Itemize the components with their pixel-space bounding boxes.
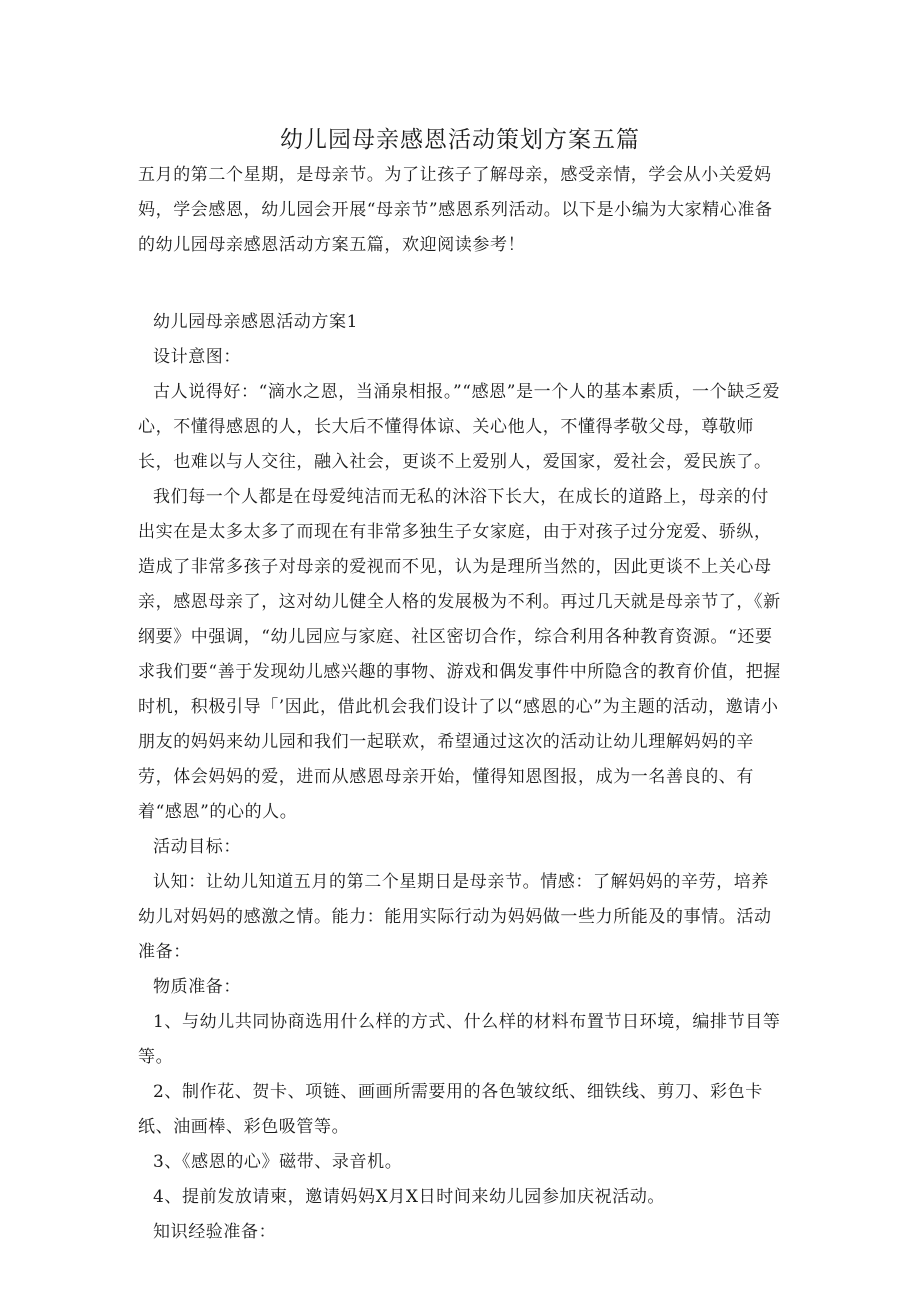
goal-paragraph: 认知：让幼儿知道五月的第二个星期日是母亲节。情感：了解妈妈的辛劳，培养幼儿对妈妈的感激之情。能力：能用实际行动为妈妈做一些力所能及的事情。活动准备： (138, 872, 772, 962)
document-title: 幼儿园母亲感恩活动策划方案五篇 (280, 127, 640, 153)
material-item-3: 3、《感恩的心》磁带、录音机。 (153, 1152, 403, 1172)
design-paragraph-2: 我们每一个人都是在母爱纯洁而无私的沐浴下长大，在成长的道路上，母亲的付出实在是太多太多了而现在有非常多独生子女家庭，由于对孩子过分宠爱、骄纵，造成了非常多孩子对母亲的爱视而不见，认为是理所当然的，因此更谈不上关心母亲，感恩母亲了，这对幼儿健全人格的发展极为不利。再过几天就是母亲节了，《新纲要》中强调，“幼儿园应与家庭、社区密切合作，综合利用各种教育资源。“还要求我们要“善于发现幼儿感兴趣的事物、游戏和偶发事件中所隐含的教育价值，把握时机，积极引导「’因此，借此机会我们设计了以“感恩的心”为主题的活动，邀请小朋友的妈妈来幼儿园和我们一起联欢，希望通过这次的活动让幼儿理解妈妈的辛劳，体会妈妈的爱，进而从感恩母亲开始，懂得知恩图报，成为一名善良的、有着“感恩”的心的人。 (138, 487, 781, 822)
knowledge-heading: 知识经验准备： (153, 1222, 277, 1242)
intro-paragraph: 五月的第二个星期，是母亲节。为了让孩子了解母亲，感受亲情，学会从小关爱妈妈，学会感恩，幼儿园会开展“母亲节”感恩系列活动。以下是小编为大家精心准备的幼儿园母亲感恩活动方案五篇，欢迎阅读参考！ (138, 165, 773, 255)
document-body (138, 305, 786, 1250)
design-paragraph-1: 古人说得好：“滴水之恩，当涌泉相报。”“感恩”是一个人的基本素质，一个缺乏爱心，不懂得感恩的人，长大后不懂得体谅、关心他人，不懂得孝敬父母，尊敬师长，也难以与人交往，融入社会，更谈不上爱别人，爱国家，爱社会，爱民族了。 (138, 382, 781, 472)
material-item-1: 1、与幼儿共同协商选用什么样的方式、什么样的材料布置节日环境，编排节目等等。 (138, 1012, 781, 1067)
design-heading: 设计意图： (153, 347, 241, 367)
material-heading: 物质准备： (153, 977, 241, 997)
material-item-2: 2、制作花、贺卡、项链、画画所需要用的各色皱纹纸、细铁线、剪刀、彩色卡纸、油画棒、彩色吸管等。 (138, 1082, 763, 1137)
goal-heading: 活动目标： (153, 837, 241, 857)
section-title: 幼儿园母亲感恩活动方案1 (153, 312, 359, 332)
material-item-4: 4、提前发放请柬，邀请妈妈X月X日时间来幼儿园参加庆祝活动。 (153, 1187, 666, 1207)
